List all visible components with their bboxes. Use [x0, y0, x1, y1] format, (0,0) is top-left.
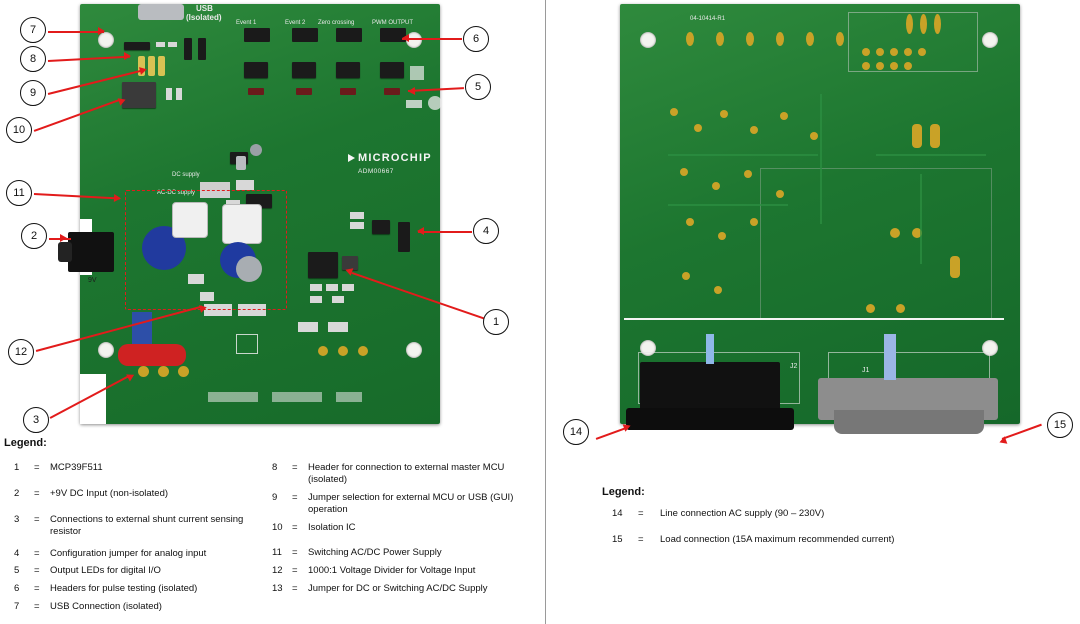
legend-number: 2 [14, 487, 20, 499]
solder-pad [750, 218, 758, 226]
legend-text: USB Connection (isolated) [50, 601, 162, 613]
legend-text: Connections to external shunt current sensing resistor [50, 513, 244, 537]
digital-io-led [248, 88, 264, 95]
line-connector-base [626, 408, 794, 430]
solder-pad [714, 286, 722, 294]
leader-arrow [417, 227, 424, 235]
solder-pad [876, 62, 884, 70]
component-resistor [342, 284, 354, 291]
legend-number: 4 [14, 547, 20, 559]
legend-text: Line connection AC supply (90 – 230V) [660, 508, 825, 519]
solder-pad [716, 32, 724, 46]
mounting-hole [98, 342, 114, 358]
leader-line [1002, 424, 1042, 440]
rohs-mark [428, 96, 442, 110]
legend-number: 6 [14, 583, 20, 595]
callout-10[interactable]: 10 [6, 117, 32, 143]
solder-pad [744, 170, 752, 178]
warning-triangle-icon [236, 334, 258, 354]
solder-pad [890, 228, 900, 238]
dc-jack-barrel [58, 242, 72, 262]
legend-equals: = [34, 565, 40, 577]
legend-text: 1000:1 Voltage Divider for Voltage Input [308, 565, 476, 577]
legend-item [272, 583, 530, 595]
legend-number: 8 [272, 462, 278, 473]
legend-equals: = [292, 565, 298, 577]
legend-left-title: Legend: [4, 437, 47, 449]
legend-equals: = [292, 521, 298, 533]
legend-equals: = [638, 533, 644, 545]
solder-pad [776, 190, 784, 198]
mounting-hole [640, 32, 656, 48]
solder-pad [810, 132, 818, 140]
blue-connector [132, 312, 152, 346]
callout-1[interactable]: 1 [483, 309, 509, 335]
component-resistor [350, 212, 364, 219]
solder-pad [682, 272, 690, 280]
board-edge-line [624, 318, 1004, 320]
legend-number: 7 [14, 601, 20, 613]
callout-14[interactable]: 14 [563, 419, 589, 445]
leader-arrow [114, 194, 121, 202]
solder-pad [904, 48, 912, 56]
component-jumper [148, 56, 155, 76]
ce-mark [406, 100, 422, 108]
legend-item [14, 548, 264, 560]
load-connector-screw [884, 334, 896, 380]
legend-item [272, 492, 530, 516]
solder-pad [876, 48, 884, 56]
component-resistor [310, 296, 322, 303]
test-pad [358, 346, 368, 356]
legend-text: Switching AC/DC Power Supply [308, 547, 442, 559]
panel-divider [545, 0, 546, 624]
legend-text: Load connection (15A maximum recommended current) [660, 533, 895, 545]
silk-pwm-output-label: PWM OUTPUT [372, 20, 413, 26]
leader-arrow [60, 234, 67, 242]
component-resistor [332, 296, 344, 303]
legend-equals: = [34, 513, 40, 525]
solder-pad [746, 32, 754, 46]
legend-equals: = [292, 547, 298, 559]
solder-pad [906, 14, 913, 34]
solder-pad [920, 14, 927, 34]
silk-acdc-supply-label: AC-DC supply [157, 190, 196, 196]
led-package [292, 62, 316, 78]
legend-item [612, 534, 1032, 546]
component-resistor [176, 88, 182, 100]
solder-pad [686, 32, 694, 46]
component-resistor [310, 284, 322, 291]
callout-12[interactable]: 12 [8, 339, 34, 365]
component-capacitor [250, 144, 262, 156]
pcb-trace [820, 94, 822, 224]
callout-11[interactable]: 11 [6, 180, 32, 206]
legend-item [14, 565, 264, 577]
header-jumper [198, 38, 206, 60]
shunt-pad [138, 366, 149, 377]
solder-pad [670, 108, 678, 116]
solder-pad [904, 62, 912, 70]
board-back-view [620, 4, 1020, 424]
callout-4[interactable]: 4 [473, 218, 499, 244]
callout-5[interactable]: 5 [465, 74, 491, 100]
leader-line [48, 31, 104, 33]
solder-pad [806, 32, 814, 46]
solder-pad [750, 126, 758, 134]
test-pad [318, 346, 328, 356]
legend-left-column-2 [272, 462, 530, 601]
led-package [380, 62, 404, 78]
component-ic [372, 220, 390, 234]
pulse-test-header [292, 28, 318, 42]
board-part-number: ADM00667 [358, 168, 394, 175]
silk-zero-crossing-label: Zero crossing [318, 20, 355, 26]
solder-pad [912, 124, 922, 148]
solder-pad [950, 256, 960, 278]
component-resistor [350, 222, 364, 229]
legend-item [612, 508, 1032, 520]
component-jumper [158, 56, 165, 76]
pcb-trace [920, 174, 922, 264]
legend-item [272, 565, 530, 577]
dc-input-jack [68, 232, 114, 272]
mounting-hole [982, 32, 998, 48]
legend-text: Jumper selection for external MCU or USB (GUI) operation [308, 491, 514, 515]
legend-equals: = [34, 601, 40, 613]
legend-number: 12 [272, 565, 283, 577]
legend-equals: = [34, 487, 40, 499]
component-capacitor [236, 156, 246, 170]
callout-6[interactable]: 6 [463, 26, 489, 52]
callout-9[interactable]: 9 [20, 80, 46, 106]
callout-3[interactable]: 3 [23, 407, 49, 433]
leader-line [418, 231, 472, 233]
legend-equals: = [34, 547, 40, 559]
solder-pad [694, 124, 702, 132]
legend-left-column-1 [14, 462, 264, 619]
component-resistor [166, 88, 172, 100]
legend-equals: = [34, 462, 40, 473]
legend-number: 9 [272, 491, 278, 503]
isolation-ic [122, 82, 156, 108]
solder-pad [680, 168, 688, 176]
solder-pad [930, 124, 940, 148]
component-resistor [156, 42, 165, 47]
usb-connector [138, 4, 184, 20]
legend-text: Output LEDs for digital I/O [50, 565, 161, 577]
callout-8[interactable]: 8 [20, 46, 46, 72]
component-resistor [326, 284, 338, 291]
solder-pad [890, 62, 898, 70]
legend-item [272, 547, 530, 559]
leader-arrow [124, 52, 131, 60]
line-connector-screw [706, 334, 714, 364]
component-resistor [236, 180, 254, 190]
legend-number: 3 [14, 513, 20, 525]
wifi-mark [410, 66, 424, 80]
solder-pad [712, 182, 720, 190]
legend-right-list [612, 508, 1032, 552]
led-package [244, 62, 268, 78]
test-pad [338, 346, 348, 356]
legend-text: Jumper for DC or Switching AC/DC Supply [308, 583, 488, 595]
silk-usb-label: USB [196, 4, 213, 13]
callout-7[interactable]: 7 [20, 17, 46, 43]
legend-number: 1 [14, 462, 20, 473]
solder-pad [720, 110, 728, 118]
legend-item [14, 514, 264, 538]
leader-arrow [402, 34, 409, 42]
digital-io-led [296, 88, 312, 95]
digital-io-led [340, 88, 356, 95]
legend-equals: = [292, 462, 298, 473]
leader-arrow [408, 87, 415, 95]
legend-text: Configuration jumper for analog input [50, 547, 207, 559]
pcb-trace [668, 154, 818, 156]
shunt-pad [158, 366, 169, 377]
legend-equals: = [638, 508, 644, 519]
legend-number: 14 [612, 508, 623, 519]
solder-pad [686, 218, 694, 226]
component-resistor [328, 322, 348, 332]
back-silk-id: 04-10414-R1 [690, 16, 726, 22]
callout-15[interactable]: 15 [1047, 412, 1073, 438]
legend-item [14, 488, 264, 500]
solder-pad [896, 304, 905, 313]
legend-equals: = [292, 583, 298, 595]
load-connector-base [834, 410, 984, 434]
legend-equals: = [34, 583, 40, 595]
shunt-connector [118, 344, 186, 366]
legend-number: 13 [272, 583, 283, 595]
solder-pad [862, 48, 870, 56]
silk-box [272, 392, 322, 402]
legend-item [272, 462, 530, 486]
back-silk-j2: J2 [790, 363, 798, 370]
shunt-pad [178, 366, 189, 377]
legend-equals: = [292, 491, 298, 503]
silk-box [336, 392, 362, 402]
mcp39f511-ic [308, 252, 338, 278]
leader-arrow [98, 27, 105, 35]
header-jumper [184, 38, 192, 60]
microchip-logo: MICROCHIP [348, 152, 432, 164]
digital-io-led [384, 88, 400, 95]
solder-pad [918, 48, 926, 56]
legend-item [272, 522, 530, 534]
legend-number: 10 [272, 521, 283, 533]
solder-pad [776, 32, 784, 46]
legend-text: +9V DC Input (non-isolated) [50, 487, 169, 499]
pcb-trace [876, 154, 986, 156]
legend-right-title: Legend: [602, 486, 645, 498]
line-connector [640, 362, 780, 414]
component-resistor [298, 322, 318, 332]
legend-text: Header for connection to external master MCU (isolated) [308, 462, 505, 485]
silk-box [208, 392, 258, 402]
back-silk-j1: J1 [862, 367, 870, 374]
silk-dc-supply-label: DC supply [172, 172, 200, 178]
solder-pad [934, 14, 941, 34]
silk-9v-label: 9V [88, 277, 97, 284]
pulse-test-header [336, 28, 362, 42]
silk-event1-label: Event 1 [236, 20, 257, 26]
silk-event2-label: Event 2 [285, 20, 306, 26]
analog-config-jumper [398, 222, 410, 252]
highlight-switching-supply [125, 190, 287, 310]
legend-number: 5 [14, 565, 20, 577]
solder-pad [890, 48, 898, 56]
silk-usb-isolated-label: (Isolated) [186, 13, 222, 22]
pcb-trace [668, 204, 788, 206]
solder-pad [780, 112, 788, 120]
legend-item [14, 583, 264, 595]
solder-pad [862, 62, 870, 70]
leader-line [402, 38, 462, 40]
led-package [336, 62, 360, 78]
solder-pad [718, 232, 726, 240]
legend-number: 15 [612, 533, 623, 545]
component-ic [124, 42, 150, 50]
logo-triangle-icon [348, 154, 355, 162]
solder-pad [866, 304, 875, 313]
legend-number: 11 [272, 547, 282, 559]
legend-item [14, 462, 264, 474]
pulse-test-header [244, 28, 270, 42]
legend-text: MCP39F511 [50, 462, 103, 473]
legend-item [14, 601, 264, 613]
solder-pad [836, 32, 844, 46]
mounting-hole [406, 342, 422, 358]
silk-outline [760, 168, 992, 320]
legend-text: Isolation IC [308, 521, 356, 533]
callout-2[interactable]: 2 [21, 223, 47, 249]
component-resistor [168, 42, 177, 47]
legend-text: Headers for pulse testing (isolated) [50, 583, 198, 595]
